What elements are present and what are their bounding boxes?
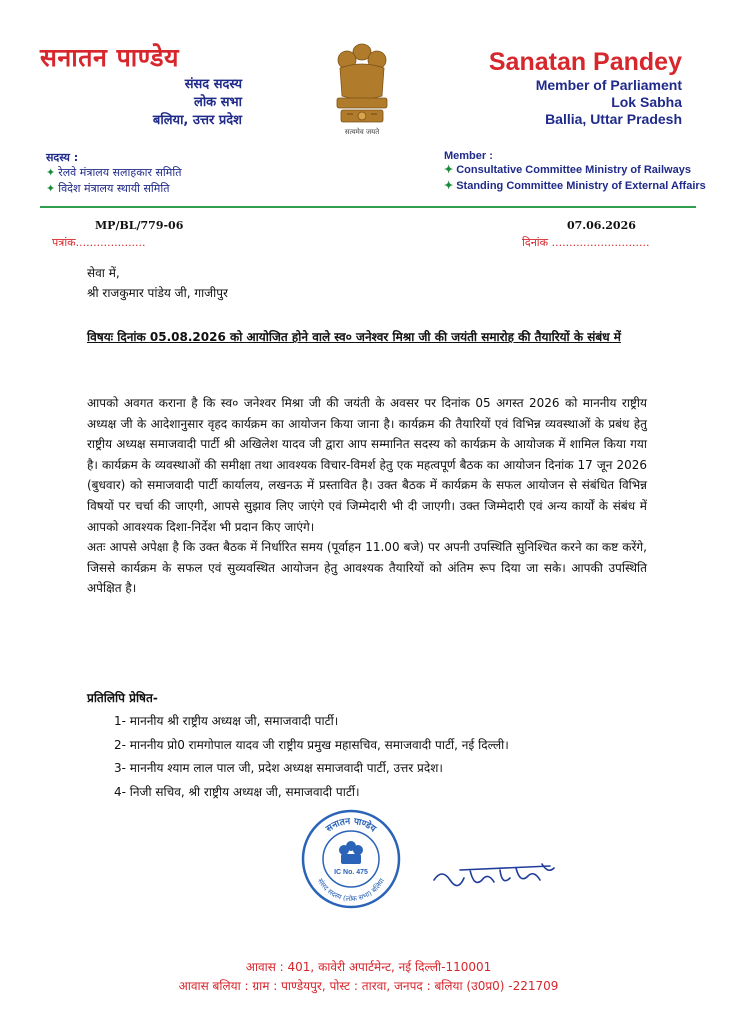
house-english: Lok Sabha [611,94,682,110]
designation-english: Member of Parliament [535,77,682,93]
subject-line: विषयः दिनांक 05.08.2026 को आयोजित होने वाले स्व० जनेश्वर मिश्रा जी की जयंती समारोह की तैयारियों के संबंध में [87,330,621,344]
list-item: 1- माननीय श्री राष्ट्रीय अध्यक्ष जी, समाजवादी पार्टी। [114,714,339,728]
paragraph: अतः आपसे अपेक्षा है कि उक्त बैठक में निर्धारित समय (पूर्वाहन 11.00 बजे) पर अपनी उपस्थिति सुनिश्चित करने का कष्ट करेंगे, जिससे कार्यक्रम के सफल एवं सुव्यवस्थित आयोजन हेतु आवश्यक तैयारियों को अंतिम रूप दिया जा सके। आपकी उपस्थिति अपेक्षित है। [87,540,647,596]
date-label: दिनांक ............................ [522,236,650,249]
salutation: सेवा में, [87,266,120,280]
seal-text-top: सनातन पाण्डेय [324,816,378,835]
list-item: 3- माननीय श्याम लाल पाल जी, प्रदेश अध्यक्ष समाजवादी पार्टी, उत्तर प्रदेश। [114,761,443,775]
header-english [489,48,682,128]
name-hindi: सनातन पाण्डेय [40,43,180,72]
emblem-caption: सत्यमेव जयते [344,128,380,136]
constituency-hindi: बलिया, उत्तर प्रदेश [152,113,242,128]
membership-english [444,150,706,194]
paragraph: आपको अवगत कराना है कि स्व० जनेश्वर मिश्रा जी की जयंती के अवसर पर दिनांक 05 अगस्त 2026 को माननीय राष्ट्रीय अध्यक्ष जी के आदेशानुसार वृहद कार्यक्रम का आयोजन किया जाना है। कार्यक्रम की तैयारियों एवं विभिन्न व्यवस्थाओं के प्रबंध हेतु राष्ट्रीय अध्यक्ष समाजवादी पार्टी श्री अखिलेश यादव जी द्वारा आप सम्मानित सदस्य को कार्यक्रम के आयोजक में शामिल किया गया है। कार्यक्रम के व्यवस्थाओं की समीक्षा तथा आवश्यक विचार-विमर्श हेतु एक महत्वपूर्ण बैठक का आयोजन दिनांक 17 जून 2026 (बुधवार) को समाजवादी पार्टी कार्यालय, लखनऊ में प्रस्तावित है। उक्त बैठक में कार्यक्रम के सफल आयोजन से संबंधित विभिन्न विषयों पर चर्चा की जाएगी, आपसे सुझाव लिए जाएंगे एवं जिम्मेदारी भी दी जाएगी। उक्त जिम्मेदारी एवं अन्य कार्यों के संबंध में आपको आवश्यक दिशा-निर्देश भी प्रदान किए जाएंगे। [87,396,647,534]
membership-heading-english: Member : [444,150,493,162]
seal-emblem-icon [339,841,363,864]
footer-address-delhi: आवास : 401, कावेरी अपार्टमेन्ट, नई दिल्ली-110001 [245,960,492,974]
letter-date: 07.06.2026 [567,219,636,232]
addressee: श्री राजकुमार पांडेय जी, गाजीपुर [87,286,228,300]
seal-ic-number: IC No. 475 [334,869,368,876]
diamond-bullet-icon: ✦ [444,164,454,176]
header-divider [40,206,696,208]
membership-item: Standing Committee Ministry of External Affairs [456,180,706,192]
membership-item: Consultative Committee Ministry of Railways [456,164,691,176]
list-item: 2- माननीय प्रो0 रामगोपाल यादव जी राष्ट्रीय प्रमुख महासचिव, समाजवादी पार्टी, नई दिल्ली। [114,737,509,752]
seal-text-bottom: संसद सदस्य (लोक सभा) बलिया [315,877,387,904]
membership-item: रेलवे मंत्रालय सलाहकार समिति [58,166,182,179]
official-seal-stamp [300,808,402,910]
diamond-bullet-icon: ✦ [46,182,56,195]
svg-text:सनातन पाण्डेय [324,817,378,835]
diamond-bullet-icon: ✦ [444,180,454,192]
membership-heading-hindi: सदस्य : [46,151,79,164]
membership-item: विदेश मंत्रालय स्थायी समिति [58,182,170,195]
copy-to-list [114,710,509,804]
house-hindi: लोक सभा [194,95,242,110]
name-english: Sanatan Pandey [488,48,682,76]
national-emblem-icon [325,38,399,138]
membership-hindi [46,150,181,197]
reference-label: पत्रांक.................... [52,236,146,249]
diamond-bullet-icon: ✦ [46,166,56,179]
list-item: 4- निजी सचिव, श्री राष्ट्रीय अध्यक्ष जी, समाजवादी पार्टी। [114,784,360,799]
header-hindi [40,40,270,130]
constituency-english: Ballia, Uttar Pradesh [545,111,682,127]
signature [430,850,565,900]
letter-body [87,393,647,599]
copy-to-heading: प्रतिलिपि प्रेषित- [87,691,158,705]
footer-address-ballia: आवास बलिया : ग्राम : पाण्डेयपुर, पोस्ट : तारवा, जनपद : बलिया (उ0प्र0) -221709 [178,979,559,993]
reference-number: MP/BL/779-06 [95,219,184,232]
designation-hindi: संसद सदस्य [184,77,242,92]
